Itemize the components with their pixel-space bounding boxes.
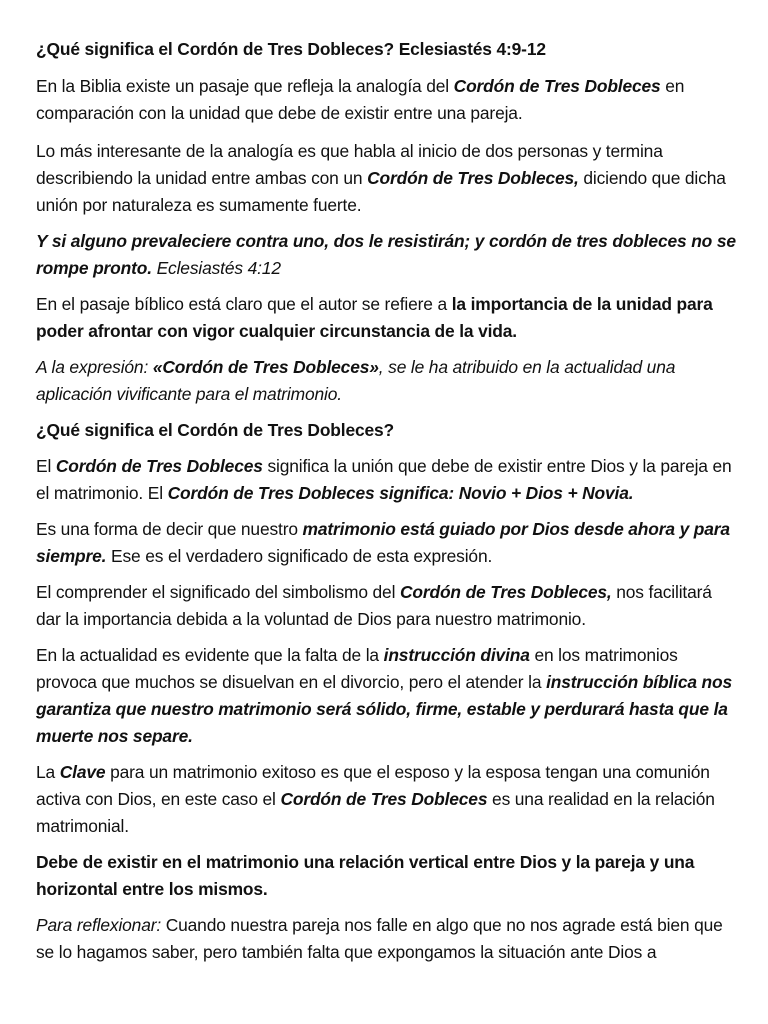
text-segment: El (36, 456, 56, 476)
paragraph-bible-passage (36, 73, 738, 127)
emphasis-text: Cordón de Tres Dobleces, (399, 582, 612, 602)
emphasis-text: Cordón de Tres Dobleces (280, 789, 488, 809)
text-segment: para un matrimonio exitoso es que el esposo y la esposa tengan una comunión activa con Dios, en este caso el (36, 762, 710, 809)
heading-title: ¿Qué significa el Cordón de Tres Dobleces? Eclesiastés 4:9-12 (36, 39, 546, 59)
text-segment: en comparación con la unidad que debe de existir entre una pareja. (36, 76, 685, 123)
text-segment: Es una forma de decir que nuestro (36, 519, 303, 539)
paragraph-instruction (36, 642, 738, 750)
text-segment: La (36, 762, 60, 782)
emphasis-text: matrimonio está guiado por Dios desde ahora y para siempre. (36, 519, 730, 566)
paragraph-reflect (36, 912, 738, 966)
bible-reference: Eclesiastés 4:12 (151, 258, 281, 278)
text-segment: Lo más interesante de la analogía es que habla al inicio de dos personas y termina describiendo la unidad entre ambas con un (36, 141, 663, 188)
text-segment: significa la unión que debe de existir entre Dios y la pareja en el matrimonio. El (36, 456, 732, 503)
paragraph-analogy (36, 138, 738, 219)
paragraph-quote (36, 228, 738, 282)
paragraph-key (36, 759, 738, 840)
text-segment: es una realidad en la relación matrimonial. (36, 789, 715, 836)
emphasis-text: Cordón de Tres Dobleces significa: Novio + Dios + Novia. (167, 483, 634, 503)
emphasis-text: Cordón de Tres Dobleces, (367, 168, 579, 188)
italic-label: Para reflexionar: (36, 915, 162, 935)
text-segment: En el pasaje bíblico está claro que el autor se refiere a (36, 294, 452, 314)
bold-text: la importancia de la unidad para poder afrontar con vigor cualquier circunstancia de la vida. (36, 294, 713, 341)
paragraph-meaning (36, 453, 738, 507)
paragraph-symbolism (36, 579, 738, 633)
text-segment: nos facilitará dar la importancia debida a la voluntad de Dios para nuestro matrimonio. (36, 582, 712, 629)
text-segment: , se le ha atribuido en la actualidad una aplicación vivificante para el matrimonio. (36, 357, 676, 404)
text-segment: A la expresión: (36, 357, 153, 377)
emphasis-text: instrucción divina (383, 645, 530, 665)
emphasis-text: Cordón de Tres Dobleces (55, 456, 263, 476)
text-segment: El comprender el significado del simbolismo del (36, 582, 400, 602)
paragraph-unity (36, 291, 738, 345)
heading-subtitle: ¿Qué significa el Cordón de Tres Dobleces? (36, 420, 395, 440)
text-segment: Ese es el verdadero significado de esta expresión. (106, 546, 493, 566)
emphasis-text: instrucción bíblica nos garantiza que nuestro matrimonio será sólido, firme, estable y perdurará hasta que la muerte nos separe. (36, 672, 733, 746)
bible-quote: Y si alguno prevaleciere contra uno, dos le resistirán; y cordón de tres dobleces no se rompe pronto. (36, 231, 736, 278)
text-segment: en los matrimonios provoca que muchos se disuelvan en el divorcio, pero el atender la (36, 645, 678, 692)
paragraph-expression (36, 354, 738, 408)
text-segment: En la actualidad es evidente que la falta de la (36, 645, 384, 665)
emphasis-text: Cordón de Tres Dobleces (453, 76, 661, 96)
paragraph-relationship: Debe de existir en el matrimonio una relación vertical entre Dios y la pareja y una horizontal entre los mismos. (36, 852, 695, 899)
text-segment: En la Biblia existe un pasaje que refleja la analogía del (36, 76, 454, 96)
text-segment: diciendo que dicha unión por naturaleza es sumamente fuerte. (36, 168, 726, 215)
emphasis-text: «Cordón de Tres Dobleces» (152, 357, 379, 377)
text-segment: Cuando nuestra pareja nos falle en algo que no nos agrade está bien que se lo hagamos saber, pero también falta que expongamos la situación ante Dios a (36, 915, 723, 962)
paragraph-guided (36, 516, 738, 570)
emphasis-text: Clave (59, 762, 106, 782)
